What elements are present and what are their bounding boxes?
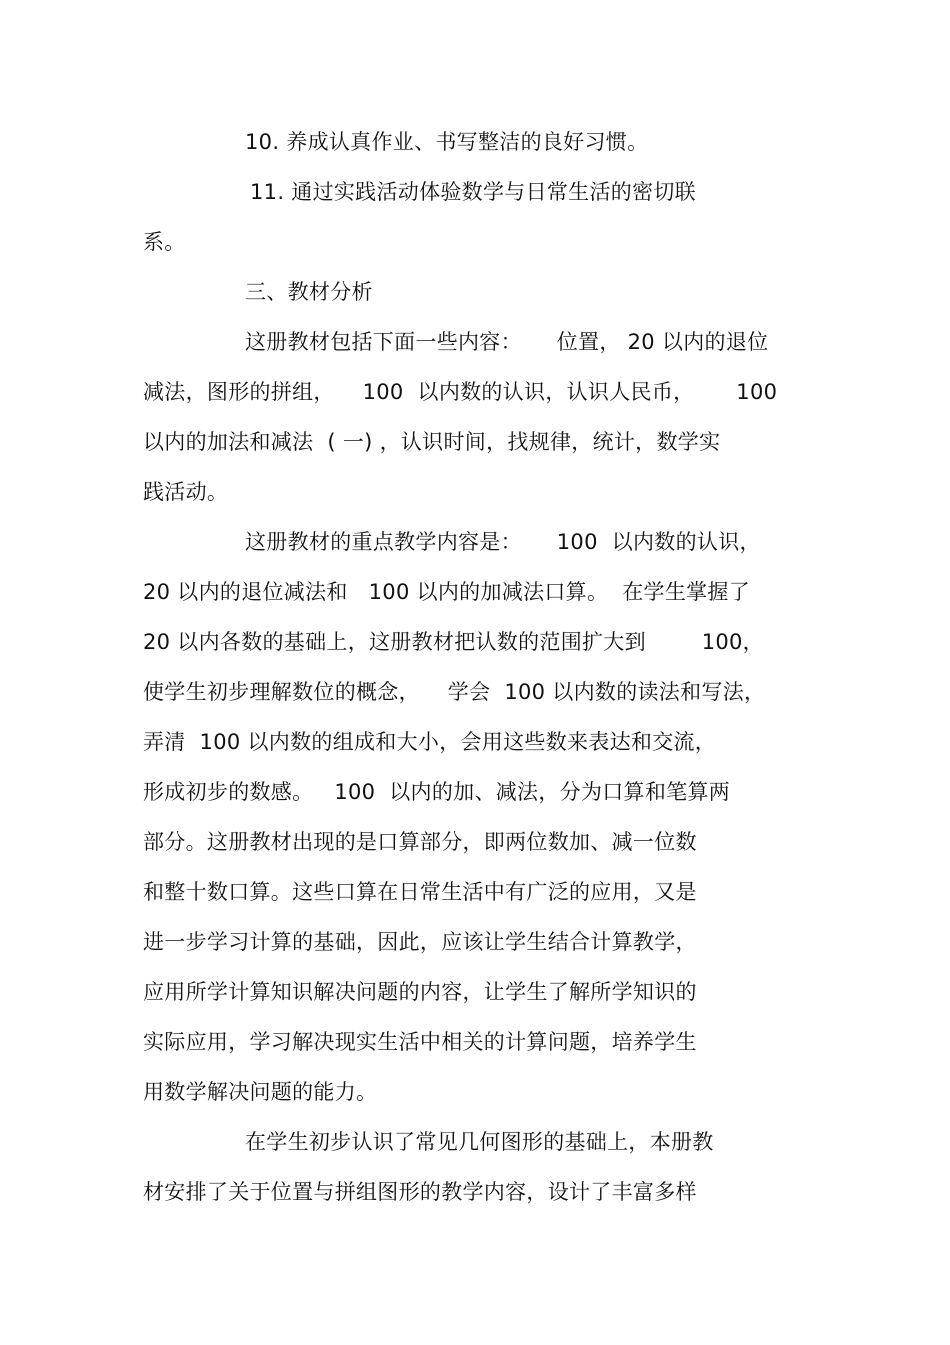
paragraph-line: 这册教材包括下面一些内容： 位置， 20 以内的退位 xyxy=(245,330,769,354)
paragraph-line: 实际应用，学习解决现实生活中相关的计算问题，培养学生 xyxy=(143,1030,697,1054)
paragraph-line: 这册教材的重点教学内容是： 100 以内数的认识， xyxy=(245,530,761,554)
paragraph-line: 用数学解决问题的能力。 xyxy=(143,1080,378,1104)
paragraph-line: 减法，图形的拼组， 100 以内数的认识，认识人民币， 100 xyxy=(143,380,778,404)
paragraph-line: 以内的加法和减法 ( 一) ，认识时间，找规律，统计，数学实 xyxy=(143,430,721,454)
paragraph-line: 在学生初步认识了常见几何图形的基础上，本册教 xyxy=(245,1130,714,1154)
paragraph-line: 材安排了关于位置与拼组图形的教学内容，设计了丰富多样 xyxy=(143,1180,697,1204)
paragraph-line: 和整十数口算。这些口算在日常生活中有广泛的应用，又是 xyxy=(143,880,697,904)
section-heading: 三、教材分析 xyxy=(245,280,373,304)
paragraph-line: 使学生初步理解数位的概念， 学会 100 以内数的读法和写法， xyxy=(143,680,766,704)
paragraph-line: 弄清 100 以内数的组成和大小，会用这些数来表达和交流， xyxy=(143,730,717,754)
paragraph-line: 应用所学计算知识解决问题的内容，让学生了解所学知识的 xyxy=(143,980,697,1004)
paragraph-line: 进一步学习计算的基础，因此，应该让学生结合计算教学， xyxy=(143,930,697,954)
paragraph-line: 20 以内各数的基础上，这册教材把认数的范围扩大到 100， xyxy=(143,630,764,654)
paragraph-line-habit-10: 10. 养成认真作业、书写整洁的良好习惯。 xyxy=(245,130,649,154)
paragraph-line: 20 以内的退位减法和 100 以内的加减法口算。 在学生掌握了 xyxy=(143,580,751,604)
paragraph-line: 部分。这册教材出现的是口算部分，即两位数加、减一位数 xyxy=(143,830,697,854)
paragraph-line-practice-11: 11. 通过实践活动体验数学与日常生活的密切联 xyxy=(250,180,696,204)
paragraph-line: 践活动。 xyxy=(143,480,229,504)
paragraph-line: 形成初步的数感。 100 以内的加、减法，分为口算和笔算两 xyxy=(143,780,731,804)
paragraph-line: 系。 xyxy=(143,230,186,254)
